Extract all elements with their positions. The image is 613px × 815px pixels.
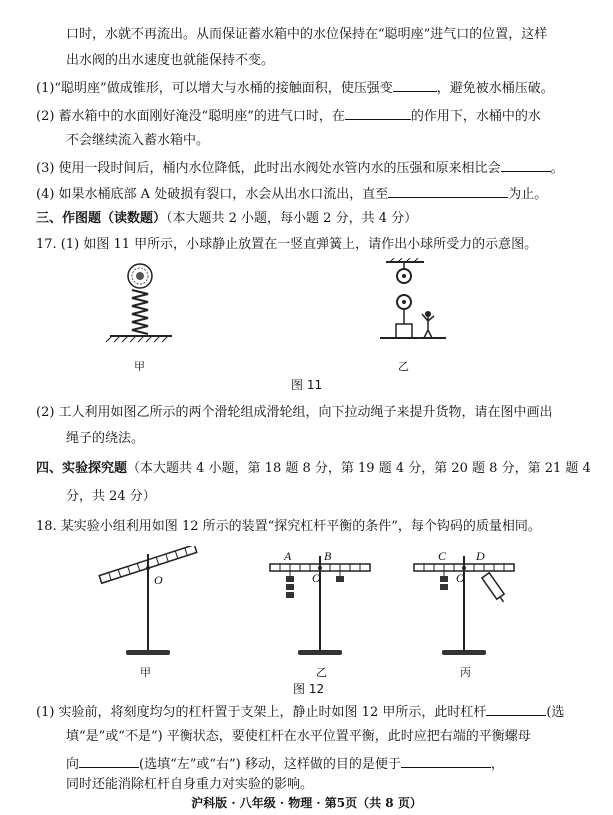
question-text: (1)“聪明座”做成锥形，可以增大与水桶的接触面积，使压强变 <box>36 81 393 96</box>
text-line: 口时，水就不再流出。从而保证蓄水箱中的水位保持在“聪明座”进气口的位置，这样 <box>66 27 548 42</box>
point-label: O <box>312 571 321 585</box>
point-label: O <box>456 571 465 585</box>
answer-blank[interactable] <box>501 158 551 172</box>
figure-11 <box>100 258 460 358</box>
answer-blank[interactable] <box>79 754 139 768</box>
figure-12 <box>90 546 530 664</box>
question-text: (1) 实验前，将刻度均匀的杠杆置于支架上，静止时如图 12 甲所示，此时杠杆 <box>36 705 487 720</box>
question-text: (选填“左”或“右”) 移动，这样做的目的是便于 <box>139 757 401 772</box>
question-text: 向 <box>66 757 80 772</box>
answer-blank[interactable] <box>345 106 411 120</box>
section-title: 三、作图题（读数题） <box>36 211 167 226</box>
figure-label: 乙 <box>398 360 409 373</box>
question-text: ， <box>490 757 504 772</box>
section-4-heading <box>36 460 591 478</box>
text-line: 绳子的绕法。 <box>66 431 145 446</box>
question-17-2: (2) 工人利用如图乙所示的两个滑轮组成滑轮组，向下拉动绳子来提升货物，请在图中画出 <box>36 405 553 420</box>
figure-caption: 图 12 <box>293 682 325 696</box>
question-4 <box>36 184 547 204</box>
question-3 <box>36 158 564 178</box>
answer-blank[interactable] <box>388 184 508 198</box>
question-text: (2) 蓄水箱中的水面刚好淹没“聪明座”的进气口时，在 <box>36 109 345 124</box>
text-line: 不会继续流入蓄水箱中。 <box>66 133 210 148</box>
question-text: (4) 如果水桶底部 A 处破损有裂口，水会从出水口流出，直至 <box>36 187 389 202</box>
page-footer: 沪科版 · 八年级 · 物理 · 第5页（共 8 页） <box>191 796 422 810</box>
point-label: C <box>438 549 447 563</box>
question-18-1-cont <box>66 754 504 774</box>
point-label: D <box>476 549 485 563</box>
text-line: 同时还能消除杠杆自身重力对实验的影响。 <box>66 777 314 792</box>
section-title: 四、实验探究题 <box>36 461 128 476</box>
question-text: 。 <box>550 161 564 176</box>
section-desc: （本大题共 4 小题，第 18 题 8 分，第 19 题 4 分，第 20 题 8 分，第 21 题 4 <box>127 461 591 476</box>
point-label: A <box>284 549 292 563</box>
question-2 <box>36 106 541 126</box>
question-text: (3) 使用一段时间后，桶内水位降低，此时出水阀处水管内水的压强和原来相比会 <box>36 161 501 176</box>
question-text: 的作用下，水桶中的水 <box>410 109 541 124</box>
point-label: B <box>324 549 332 563</box>
section-3-heading <box>36 210 417 228</box>
text-line: 分，共 24 分） <box>66 489 156 504</box>
text-line: 填“是”或“不是”) 平衡状态，要使杠杆在水平位置平衡，此时应把右端的平衡螺母 <box>66 729 531 744</box>
answer-blank[interactable] <box>486 702 546 716</box>
figure-label: 丙 <box>460 666 471 679</box>
figure-caption: 图 11 <box>291 378 323 392</box>
answer-blank[interactable] <box>401 754 491 768</box>
section-desc: （本大题共 2 小题，每小题 2 分，共 4 分） <box>166 211 418 226</box>
figure-label: 甲 <box>134 360 145 373</box>
pulley-diagram <box>380 258 446 338</box>
answer-blank[interactable] <box>393 78 437 92</box>
figure-label: 乙 <box>316 666 327 679</box>
question-18: 18. 某实验小组利用如图 12 所示的装置“探究杠杆平衡的条件”，每个钩码的质量相同。 <box>36 519 541 534</box>
question-18-1 <box>36 702 564 722</box>
lever-diagram-a <box>99 546 197 655</box>
question-text: 为止。 <box>508 187 548 202</box>
question-text: ，避免被水桶压破。 <box>436 81 554 96</box>
question-1 <box>36 78 554 98</box>
question-17: 17. (1) 如图 11 甲所示，小球静止放置在一竖直弹簧上，请作出小球所受力的示意图。 <box>36 237 538 252</box>
point-label: O <box>154 573 163 587</box>
text-line: 出水阀的出水速度也就能保持不变。 <box>66 53 275 68</box>
ball-spring-diagram <box>106 264 172 342</box>
figure-label: 甲 <box>140 666 151 679</box>
question-text: (选 <box>546 705 565 720</box>
